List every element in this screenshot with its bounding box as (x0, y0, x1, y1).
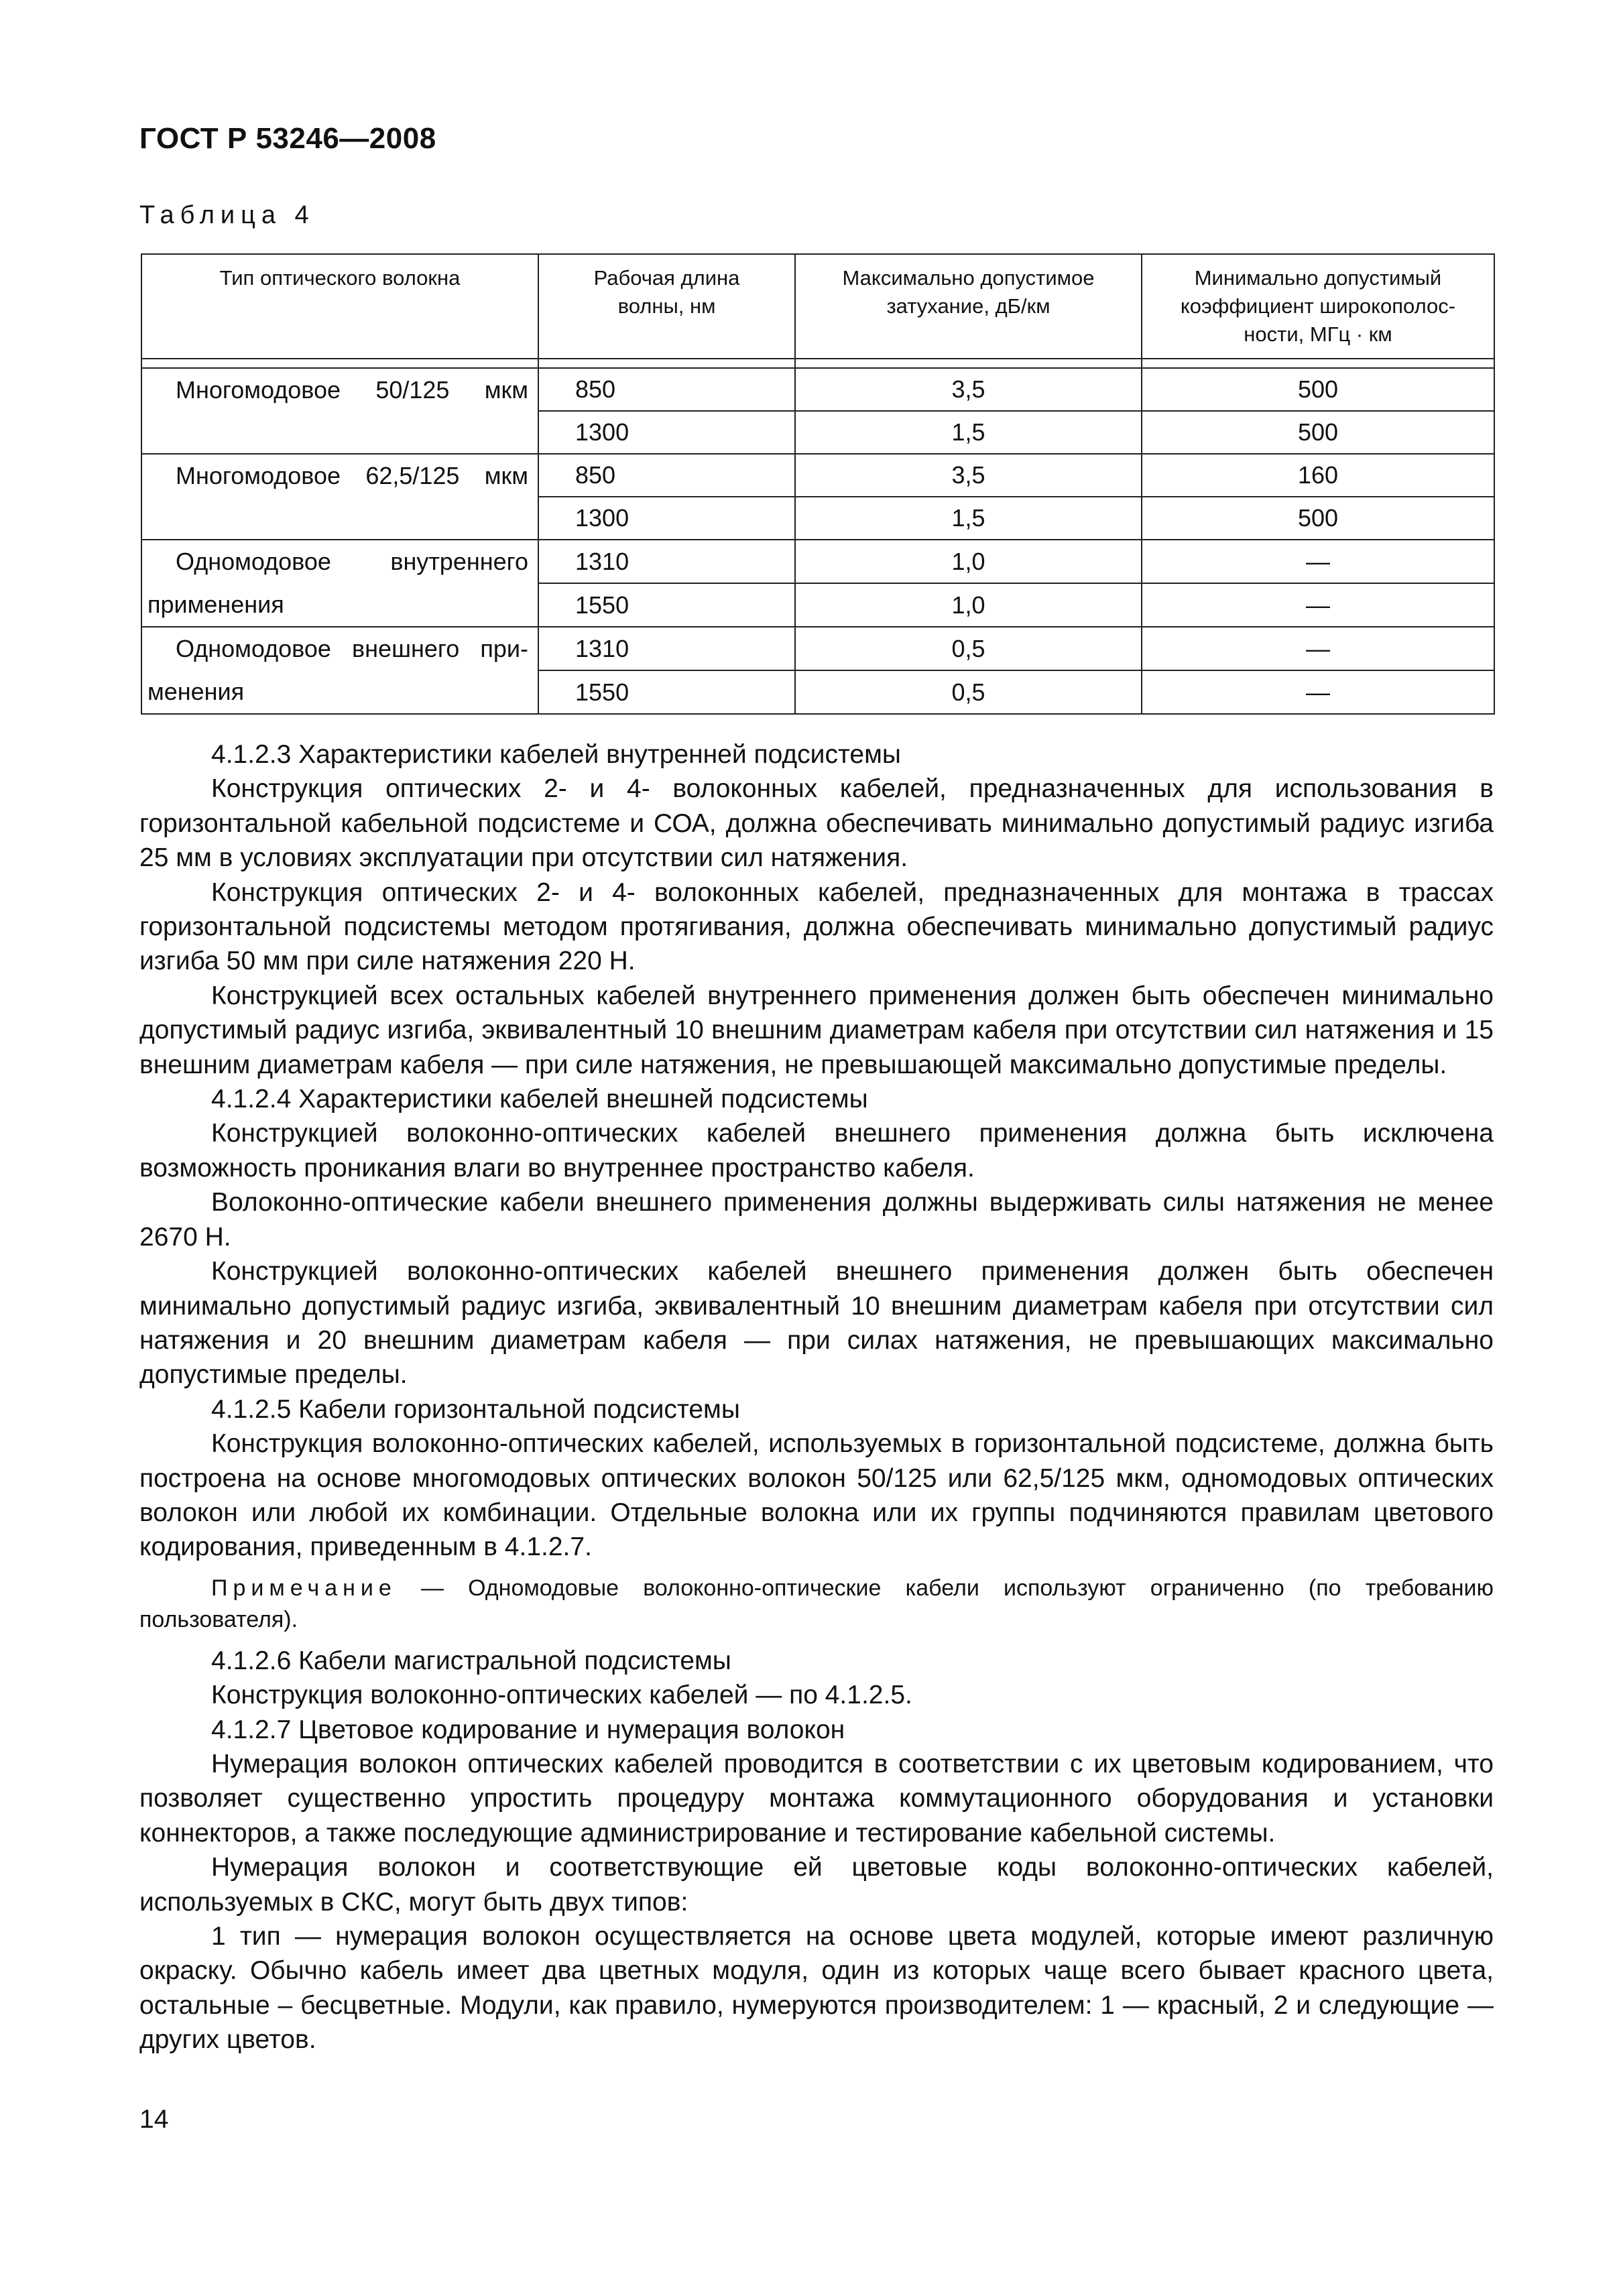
wavelength-cell: 1310 (538, 540, 795, 583)
table-caption: Таблица 4 (139, 201, 315, 229)
subsection-heading: 4.1.2.5 Кабели горизонтальной подсистемы (211, 1394, 740, 1424)
paragraph: Волоконно-оптические кабели внешнего применения должны выдерживать силы натяжения не менее 2670 Н. (139, 1188, 1494, 1252)
bandwidth-cell: — (1142, 670, 1494, 714)
wavelength-cell: 1310 (538, 627, 795, 670)
wavelength-cell: 1300 (538, 497, 795, 540)
fiber-type-cell: Одномодовое внешнего при- менения (141, 627, 538, 714)
paragraph: Конструкцией волоконно-оптических кабелей внешнего применения должна быть исключена возможность проникания влаги во внутреннее пространство кабеля. (139, 1119, 1494, 1183)
subsection-heading: 4.1.2.6 Кабели магистральной подсистемы (211, 1646, 731, 1675)
fiber-type-cell: Многомодовое 50/125 мкм (141, 368, 538, 454)
body-text (139, 737, 1494, 2057)
wavelength-cell: 1550 (538, 670, 795, 714)
subsection-heading: 4.1.2.4 Характеристики кабелей внешней подсистемы (211, 1085, 868, 1114)
wavelength-cell: 850 (538, 368, 795, 411)
header-wavelength: Рабочая длина волны, нм (538, 254, 795, 359)
paragraph: Конструкцией волоконно-оптических кабелей внешнего применения должен быть обеспечен минимально допустимый радиус изгиба, эквивалентный 10 внешним диаметрам кабеля при отсутствии сил натяжения и 20 внешним диаметрам кабеля — при силах натяжения, не превышающих максимально допустимые пределы. (139, 1257, 1494, 1390)
wavelength-cell: 850 (538, 454, 795, 497)
fiber-type-cell: Многомодовое 62,5/125 мкм (141, 454, 538, 540)
paragraph: 1 тип — нумерация волокон осуществляется на основе цвета модулей, которые имеют различную окраску. Обычно кабель имеет два цветных модуля, один из которых чаще всего бывает красного цвета, остальные – бесцветные. Модули, как правило, нумеруются производителем: 1 — красный, 2 и следующие — других цветов. (139, 1922, 1494, 2055)
attenuation-cell: 0,5 (795, 627, 1142, 670)
paragraph: Конструкция волоконно-оптических кабелей — по 4.1.2.5. (211, 1681, 912, 1710)
paragraph: Конструкция волоконно-оптических кабелей, используемых в горизонтальной подсистеме, должна быть построена на основе многомодовых оптических волокон 50/125 или 62,5/125 мкм, одномодовых оптических волокон или любой их комбинации. Отдельные волокна или их группы подчиняются правилам цветового кодирования, приведенным в 4.1.2.7. (139, 1429, 1494, 1562)
subsection-heading: 4.1.2.3 Характеристики кабелей внутренней подсистемы (211, 740, 901, 769)
note-text: — Одномодовые волоконно-оптические кабели используют ограниченно (по требованию пользователя). (139, 1575, 1494, 1632)
header-fiber-type: Тип оптического волокна (141, 254, 538, 359)
header-bandwidth: Минимально допустимый коэффициент широкополос-ности, МГц · км (1142, 254, 1494, 359)
bandwidth-cell: — (1142, 627, 1494, 670)
bandwidth-cell: 160 (1142, 454, 1494, 497)
wavelength-cell: 1550 (538, 583, 795, 627)
note (139, 1573, 1494, 1636)
table-row (141, 454, 1494, 497)
bandwidth-cell: — (1142, 583, 1494, 627)
paragraph: Нумерация волокон и соответствующие ей цветовые коды волоконно-оптических кабелей, используемых в СКС, могут быть двух типов: (139, 1853, 1494, 1917)
paragraph: Конструкцией всех остальных кабелей внутреннего применения должен быть обеспечен минимально допустимый радиус изгиба, эквивалентный 10 внешним диаметрам кабеля при отсутствии сил натяжения и 15 внешним диаметрам кабеля — при силе натяжения, не превышающей максимально допустимые пределы. (139, 981, 1494, 1079)
table-header-row (141, 254, 1494, 359)
note-label: Примечание (211, 1575, 397, 1601)
attenuation-cell: 3,5 (795, 454, 1142, 497)
attenuation-cell: 0,5 (795, 670, 1142, 714)
table-4 (141, 253, 1495, 715)
attenuation-cell: 1,5 (795, 411, 1142, 454)
attenuation-cell: 3,5 (795, 368, 1142, 411)
wavelength-cell: 1300 (538, 411, 795, 454)
table-row (141, 368, 1494, 411)
page-number: 14 (139, 2105, 169, 2134)
paragraph: Нумерация волокон оптических кабелей проводится в соответствии с их цветовым кодированием, что позволяет существенно упростить процедуру монтажа коммутационного оборудования и установки коннекторов, а также последующие администрирование и тестирование кабельной системы. (139, 1749, 1494, 1848)
header-attenuation: Максимально допустимое затухание, дБ/км (795, 254, 1142, 359)
paragraph: Конструкция оптических 2- и 4- волоконных кабелей, предназначенных для использования в горизонтальной кабельной подсистеме и СОА, должна обеспечивать минимально допустимый радиус изгиба 25 мм в условиях эксплуатации при отсутствии сил натяжения. (139, 774, 1494, 873)
bandwidth-cell: 500 (1142, 411, 1494, 454)
attenuation-cell: 1,0 (795, 583, 1142, 627)
table-header-divider (141, 359, 1494, 368)
fiber-type-cell: Одномодовое внутреннего применения (141, 540, 538, 627)
subsection-heading: 4.1.2.7 Цветовое кодирование и нумерация волокон (211, 1715, 845, 1744)
bandwidth-cell: — (1142, 540, 1494, 583)
table-row (141, 540, 1494, 583)
paragraph: Конструкция оптических 2- и 4- волоконных кабелей, предназначенных для монтажа в трассах горизонтальной подсистемы методом протягивания, должна обеспечивать минимально допустимый радиус изгиба 50 мм при силе натяжения 220 Н. (139, 878, 1494, 976)
table-row (141, 627, 1494, 670)
document-header: ГОСТ Р 53246—2008 (139, 122, 436, 155)
attenuation-cell: 1,0 (795, 540, 1142, 583)
bandwidth-cell: 500 (1142, 368, 1494, 411)
bandwidth-cell: 500 (1142, 497, 1494, 540)
attenuation-cell: 1,5 (795, 497, 1142, 540)
